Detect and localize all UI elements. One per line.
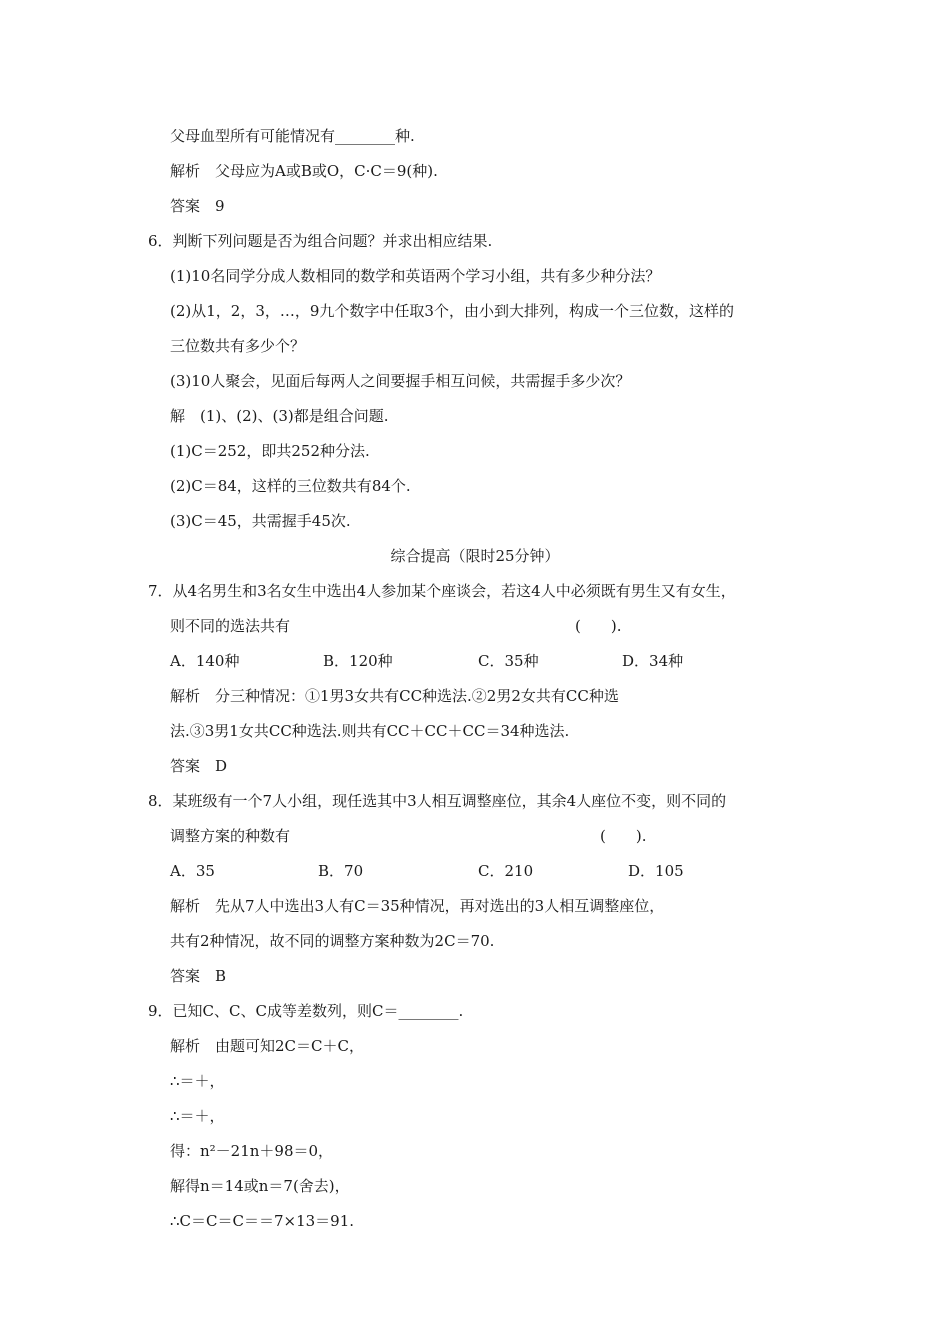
text-line: 答案 9	[170, 197, 225, 215]
text-line: 答案 B	[170, 967, 227, 985]
text-line: ∴＝＋，	[170, 1107, 225, 1125]
text-line: 共有2种情况，故不同的调整方案种数为2C＝70.	[170, 932, 495, 950]
option-c: C．35种	[478, 652, 539, 670]
text-line: 解析 由题可知2C＝C＋C，	[170, 1037, 364, 1055]
text-line: 父母血型所有可能情况有________种.	[170, 127, 415, 145]
text-line: 答案 D	[170, 757, 228, 775]
text-line: (1)10名同学分成人数相同的数学和英语两个学习小组，共有多少种分法？	[170, 267, 661, 285]
text-line: 三位数共有多少个？	[170, 337, 306, 355]
text-line: (3)C＝45，共需握手45次.	[170, 512, 351, 530]
option-b: B．120种	[323, 652, 393, 670]
option-d: D．105	[628, 862, 684, 880]
text-line: (1)C＝252，即共252种分法.	[170, 442, 370, 460]
answer-blank: ( ).	[575, 617, 622, 635]
text-line: 调整方案的种数有	[170, 827, 291, 845]
text-line: (3)10人聚会，见面后每两人之间要握手相互问候，共需握手多少次？	[170, 372, 631, 390]
text-line: (2)C＝84，这样的三位数共有84个.	[170, 477, 411, 495]
text-line: ∴C＝C＝C＝＝7×13＝91.	[170, 1212, 355, 1230]
text-line: 解析 父母应为A或B或O，C·C＝9(种).	[170, 162, 438, 180]
text-line: 解得n＝14或n＝7(舍去)，	[170, 1177, 350, 1195]
text-line: 解析 分三种情况：①1男3女共有CC种选法.②2男2女共有CC种选	[170, 687, 619, 705]
option-c: C．210	[478, 862, 534, 880]
question-6: 6．判断下列问题是否为组合问题？并求出相应结果.	[148, 232, 493, 250]
text-line: 解析 先从7人中选出3人有C＝35种情况，再对选出的3人相互调整座位，	[170, 897, 665, 915]
option-a: A．35	[170, 862, 215, 880]
question-9: 9．已知C、C、C成等差数列，则C＝________.	[148, 1002, 464, 1020]
text-line: 则不同的选法共有	[170, 617, 291, 635]
question-8: 8．某班级有一个7人小组，现任选其中3人相互调整座位，其余4人座位不变，则不同的	[148, 792, 727, 810]
text-line: (2)从1，2，3，…，9九个数字中任取3个，由小到大排列，构成一个三位数，这样的	[170, 302, 734, 320]
option-d: D．34种	[622, 652, 684, 670]
text-line: 得：n²－21n＋98＝0，	[170, 1142, 334, 1160]
text-line: ∴＝＋，	[170, 1072, 225, 1090]
answer-blank: ( ).	[600, 827, 647, 845]
question-7: 7．从4名男生和3名女生中选出4人参加某个座谈会，若这4人中必须既有男生又有女生，	[148, 582, 736, 600]
option-b: B．70	[318, 862, 364, 880]
text-line: 法.③3男1女共CC种选法.则共有CC＋CC＋CC＝34种选法.	[170, 722, 570, 740]
section-heading: 综合提高（限时25分钟）	[390, 547, 560, 565]
option-a: A．140种	[170, 652, 240, 670]
text-line: 解 (1)、(2)、(3)都是组合问题.	[170, 407, 389, 425]
